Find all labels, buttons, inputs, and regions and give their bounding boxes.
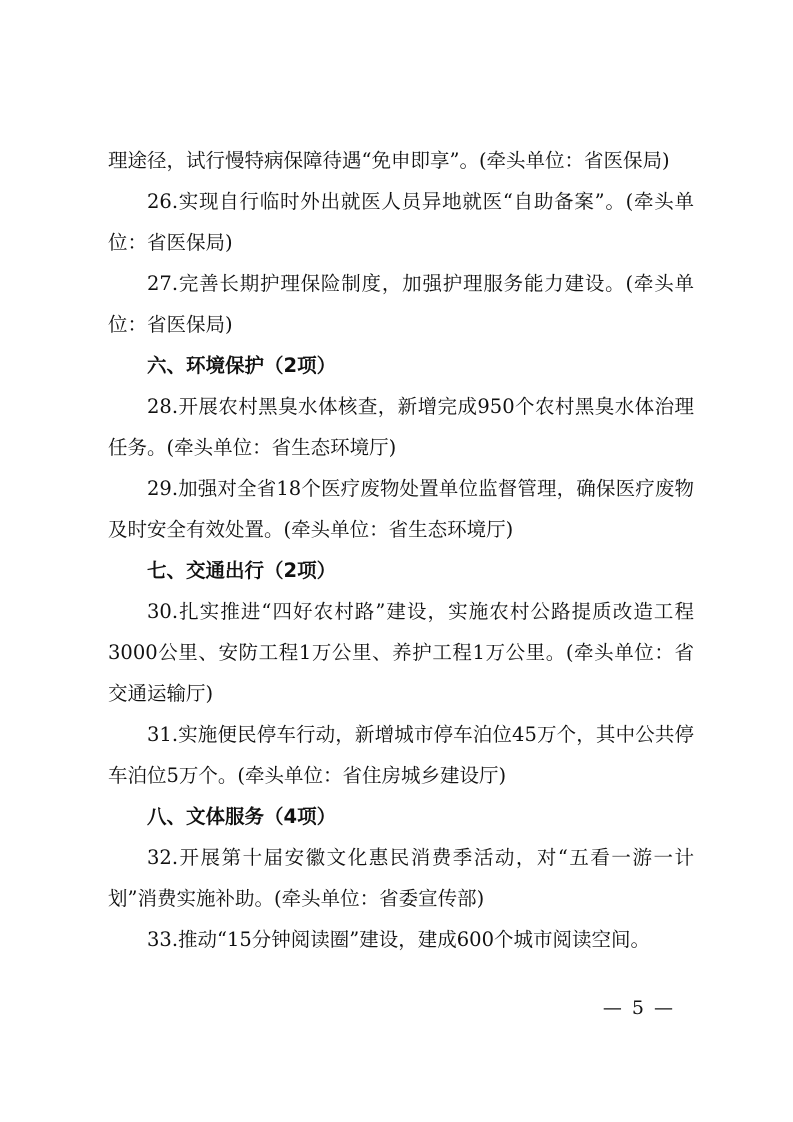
paragraph-item-31: 31.实施便民停车行动，新增城市停车泊位45万个，其中公共停车泊位5万个。(牵头单位：省住房城乡建设厅) xyxy=(108,723,694,787)
paragraph-item-30: 30.扎实推进“四好农村路”建设，实施农村公路提质改造工程3000公里、安防工程1万公里、养护工程1万公里。(牵头单位：省交通运输厅) xyxy=(108,600,694,705)
paragraph-item-29: 29.加强对全省18个医疗废物处置单位监督管理，确保医疗废物及时安全有效处置。(牵头单位：省生态环境厅) xyxy=(108,477,694,541)
paragraph-item-28: 28.开展农村黑臭水体核查，新增完成950个农村黑臭水体治理任务。(牵头单位：省生态环境厅) xyxy=(108,395,694,459)
paragraph-item-26: 26.实现自行临时外出就医人员异地就医“自助备案”。(牵头单位：省医保局) xyxy=(108,190,694,254)
paragraph-item-32: 32.开展第十届安徽文化惠民消费季活动，对“五看一游一计划”消费实施补助。(牵头单位：省委宣传部) xyxy=(108,846,694,910)
paragraph-item-27: 27.完善长期护理保险制度，加强护理服务能力建设。(牵头单位：省医保局) xyxy=(108,272,694,336)
page-number: — 5 — xyxy=(602,997,675,1019)
section-heading-culture-sports: 八、文体服务（4项） xyxy=(147,805,337,828)
section-heading-environment: 六、环境保护（2项） xyxy=(147,354,337,377)
paragraph-item-33: 33.推动“15分钟阅读圈”建设，建成600个城市阅读空间。 xyxy=(147,928,650,951)
document-body xyxy=(108,140,694,960)
section-heading-transport: 七、交通出行（2项） xyxy=(147,559,337,582)
paragraph-25-continued: 理途径，试行慢特病保障待遇“免申即享”。(牵头单位：省医保局) xyxy=(108,149,670,172)
